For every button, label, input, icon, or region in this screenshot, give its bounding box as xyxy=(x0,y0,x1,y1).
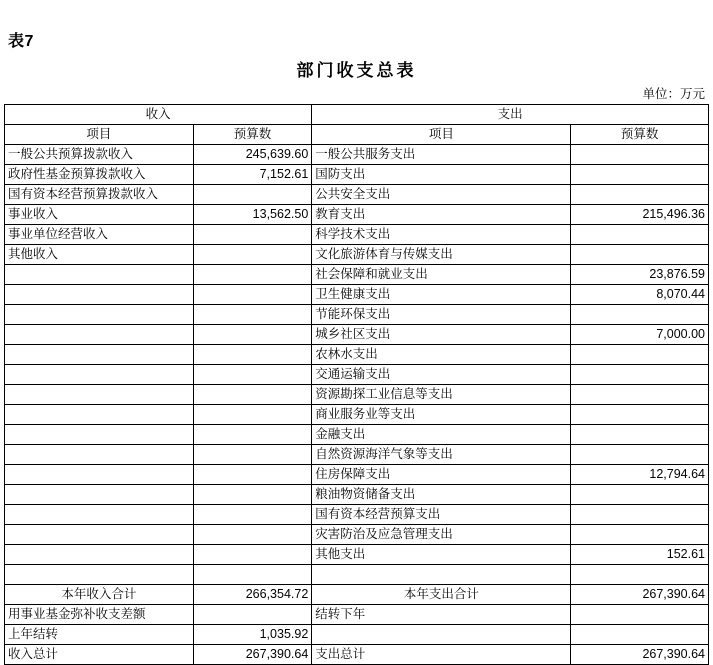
table-row xyxy=(5,185,709,205)
income-amount-cell xyxy=(193,385,312,405)
table-summary-row xyxy=(5,625,709,645)
table-row xyxy=(5,545,709,565)
expenditure-amount-cell xyxy=(571,365,709,385)
income-amount-cell: 245,639.60 xyxy=(193,145,312,165)
income-item-cell: 国有资本经营预算拨款收入 xyxy=(5,185,194,205)
table-row xyxy=(5,405,709,425)
table-row xyxy=(5,265,709,285)
expenditure-item-cell: 节能环保支出 xyxy=(312,305,571,325)
income-item-cell: 一般公共预算拨款收入 xyxy=(5,145,194,165)
table-row xyxy=(5,285,709,305)
income-amount-cell xyxy=(193,545,312,565)
expenditure-item-cell: 一般公共服务支出 xyxy=(312,145,571,165)
expenditure-amount-cell xyxy=(571,525,709,545)
table-row xyxy=(5,305,709,325)
table-summary-row xyxy=(5,605,709,625)
income-amount-cell xyxy=(193,485,312,505)
summary-income-label: 上年结转 xyxy=(5,625,194,645)
expenditure-item-cell: 商业服务业等支出 xyxy=(312,405,571,425)
income-amount-cell xyxy=(193,365,312,385)
table-row xyxy=(5,425,709,445)
expenditure-amount-cell: 7,000.00 xyxy=(571,325,709,345)
expenditure-item-cell: 农林水支出 xyxy=(312,345,571,365)
income-item-cell xyxy=(5,525,194,545)
expenditure-amount-cell xyxy=(571,485,709,505)
expenditure-item-cell: 交通运输支出 xyxy=(312,365,571,385)
income-amount-cell xyxy=(193,465,312,485)
expenditure-item-cell: 自然资源海洋气象等支出 xyxy=(312,445,571,465)
income-amount-cell xyxy=(193,425,312,445)
income-amount-cell xyxy=(193,405,312,425)
expenditure-item-cell: 文化旅游体育与传媒支出 xyxy=(312,245,571,265)
table-row xyxy=(5,385,709,405)
table-row xyxy=(5,565,709,585)
income-item-cell xyxy=(5,445,194,465)
expenditure-item-cell: 教育支出 xyxy=(312,205,571,225)
income-amount-cell xyxy=(193,325,312,345)
income-item-cell: 政府性基金预算拨款收入 xyxy=(5,165,194,185)
summary-income-label: 本年收入合计 xyxy=(5,585,194,605)
income-item-cell: 其他收入 xyxy=(5,245,194,265)
table-row xyxy=(5,365,709,385)
expenditure-item-cell: 国有资本经营预算支出 xyxy=(312,505,571,525)
table-row xyxy=(5,345,709,365)
expenditure-amount-cell xyxy=(571,145,709,165)
summary-expenditure-amount xyxy=(571,605,709,625)
income-amount-cell xyxy=(193,505,312,525)
expenditure-amount-cell xyxy=(571,345,709,365)
unit-note: 单位：万元 xyxy=(642,87,705,101)
income-item-cell xyxy=(5,465,194,485)
summary-expenditure-amount: 267,390.64 xyxy=(571,585,709,605)
summary-expenditure-label: 支出总计 xyxy=(312,645,571,665)
table-row xyxy=(5,445,709,465)
table-row xyxy=(5,325,709,345)
table-row xyxy=(5,225,709,245)
income-amount-cell xyxy=(193,525,312,545)
table-row xyxy=(5,245,709,265)
income-amount-cell xyxy=(193,565,312,585)
income-item-cell xyxy=(5,505,194,525)
expenditure-amount-cell xyxy=(571,405,709,425)
income-item-cell xyxy=(5,285,194,305)
table-row xyxy=(5,485,709,505)
income-item-cell xyxy=(5,485,194,505)
income-item-cell xyxy=(5,425,194,445)
income-amount-cell xyxy=(193,265,312,285)
expenditure-item-cell: 国防支出 xyxy=(312,165,571,185)
group-header-expenditure: 支出 xyxy=(312,105,709,125)
income-item-cell xyxy=(5,565,194,585)
expenditure-amount-cell: 152.61 xyxy=(571,545,709,565)
income-amount-cell xyxy=(193,185,312,205)
expenditure-item-cell: 城乡社区支出 xyxy=(312,325,571,345)
summary-expenditure-amount: 267,390.64 xyxy=(571,645,709,665)
income-amount-cell xyxy=(193,225,312,245)
table-row xyxy=(5,205,709,225)
expenditure-item-cell: 粮油物资储备支出 xyxy=(312,485,571,505)
table-summary-row xyxy=(5,585,709,605)
budget-summary-table xyxy=(4,104,709,665)
income-item-cell xyxy=(5,365,194,385)
income-amount-cell xyxy=(193,285,312,305)
income-amount-cell xyxy=(193,345,312,365)
income-amount-cell xyxy=(193,445,312,465)
group-header-income: 收入 xyxy=(5,105,312,125)
expenditure-item-cell: 金融支出 xyxy=(312,425,571,445)
table-row xyxy=(5,145,709,165)
table-row xyxy=(5,465,709,485)
income-item-cell xyxy=(5,385,194,405)
expenditure-amount-cell: 8,070.44 xyxy=(571,285,709,305)
summary-income-amount: 266,354.72 xyxy=(193,585,312,605)
expenditure-amount-cell xyxy=(571,305,709,325)
income-item-cell xyxy=(5,325,194,345)
expenditure-amount-cell xyxy=(571,245,709,265)
income-amount-cell xyxy=(193,305,312,325)
summary-expenditure-label: 本年支出合计 xyxy=(312,585,571,605)
expenditure-amount-cell xyxy=(571,225,709,245)
table-label: 表7 xyxy=(8,33,34,50)
expenditure-amount-cell: 12,794.64 xyxy=(571,465,709,485)
table-column-header-row xyxy=(5,125,709,145)
expenditure-item-cell: 公共安全支出 xyxy=(312,185,571,205)
column-header-income-item: 项目 xyxy=(5,125,194,145)
page-title: 部门收支总表 xyxy=(296,61,417,80)
summary-expenditure-label: 结转下年 xyxy=(312,605,571,625)
income-item-cell xyxy=(5,405,194,425)
expenditure-item-cell: 卫生健康支出 xyxy=(312,285,571,305)
expenditure-amount-cell xyxy=(571,385,709,405)
summary-income-amount xyxy=(193,605,312,625)
summary-income-label: 用事业基金弥补收支差额 xyxy=(5,605,194,625)
income-item-cell xyxy=(5,345,194,365)
expenditure-amount-cell xyxy=(571,445,709,465)
expenditure-item-cell: 灾害防治及应急管理支出 xyxy=(312,525,571,545)
income-item-cell xyxy=(5,265,194,285)
income-item-cell: 事业单位经营收入 xyxy=(5,225,194,245)
expenditure-item-cell: 资源勘探工业信息等支出 xyxy=(312,385,571,405)
expenditure-amount-cell xyxy=(571,425,709,445)
table-row xyxy=(5,525,709,545)
expenditure-amount-cell xyxy=(571,185,709,205)
table-row xyxy=(5,505,709,525)
income-item-cell xyxy=(5,305,194,325)
column-header-expenditure-item: 项目 xyxy=(312,125,571,145)
expenditure-amount-cell xyxy=(571,505,709,525)
column-header-income-budget: 预算数 xyxy=(193,125,312,145)
summary-expenditure-amount xyxy=(571,625,709,645)
summary-expenditure-label xyxy=(312,625,571,645)
table-group-header-row xyxy=(5,105,709,125)
expenditure-item-cell: 社会保障和就业支出 xyxy=(312,265,571,285)
summary-income-amount: 267,390.64 xyxy=(193,645,312,665)
expenditure-amount-cell xyxy=(571,565,709,585)
expenditure-amount-cell: 215,496.36 xyxy=(571,205,709,225)
expenditure-item-cell: 科学技术支出 xyxy=(312,225,571,245)
table-row xyxy=(5,165,709,185)
expenditure-amount-cell xyxy=(571,165,709,185)
expenditure-item-cell: 住房保障支出 xyxy=(312,465,571,485)
income-amount-cell: 13,562.50 xyxy=(193,205,312,225)
expenditure-amount-cell: 23,876.59 xyxy=(571,265,709,285)
expenditure-item-cell: 其他支出 xyxy=(312,545,571,565)
summary-income-amount: 1,035.92 xyxy=(193,625,312,645)
income-item-cell: 事业收入 xyxy=(5,205,194,225)
income-amount-cell xyxy=(193,245,312,265)
expenditure-item-cell xyxy=(312,565,571,585)
income-item-cell xyxy=(5,545,194,565)
table-summary-row xyxy=(5,645,709,665)
income-amount-cell: 7,152.61 xyxy=(193,165,312,185)
summary-income-label: 收入总计 xyxy=(5,645,194,665)
column-header-expenditure-budget: 预算数 xyxy=(571,125,709,145)
